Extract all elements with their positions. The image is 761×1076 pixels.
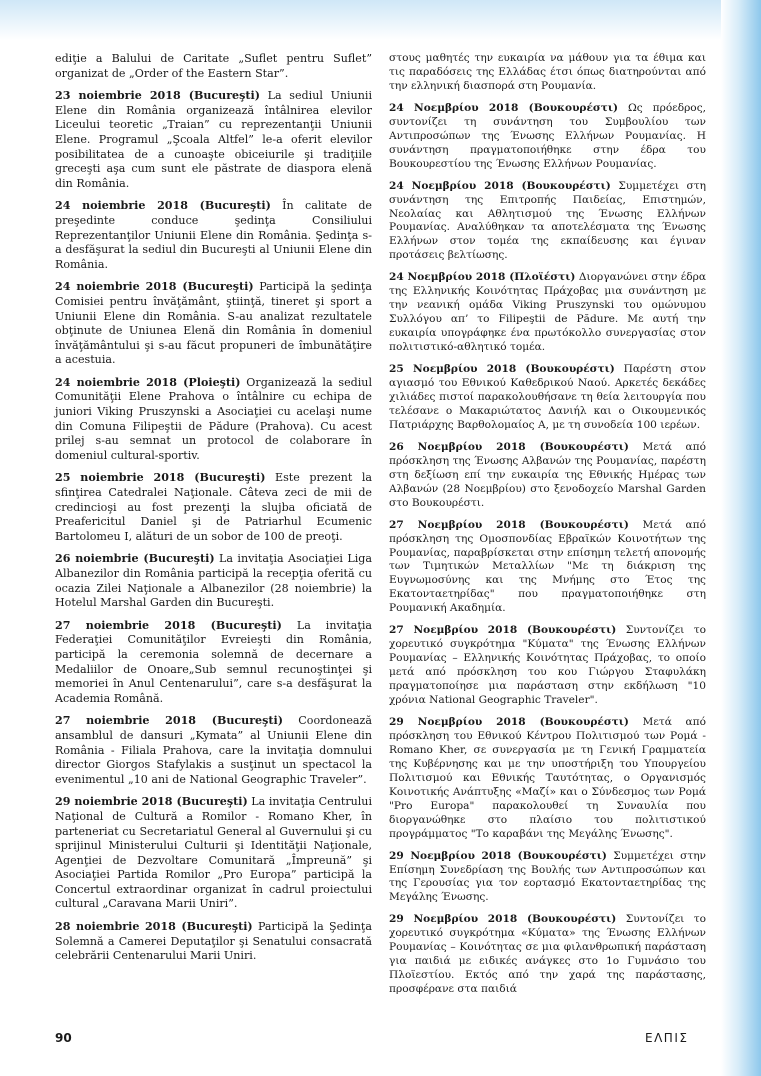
- entry: [389, 913, 706, 997]
- entry-text: Participă la şedinţa Comisiei pentru învăţământ, ştiinţă, tineret şi sport a Uniunii Elene din România. S-au analizat rezultatele obţinute de Uniunea Elenă din România în domeniul învăţământului şi s-au făcut propuneri de îmbunătăţire a acestuia.: [55, 280, 373, 367]
- entry: [389, 180, 706, 264]
- entry: [389, 441, 706, 511]
- entry-date: 29 Νοεμβρίου 2018 (Βουκουρέστι): [389, 849, 607, 862]
- entry: [55, 920, 372, 964]
- entry-text: Παρέστη στον αγιασμό του Εθνικού Καθεδρικού Ναού. Αρκετές δεκάδες χιλιάδες πιστοί παρακολουθήσανε τη θεία λειτουργία που τελέσανε ο Μακαριώτατος Δανιήλ και ο Οικουμενικός Πατριάρχης Βαρθολομαίος Α, με τη συνοδεία 100 ιερέων.: [389, 363, 706, 431]
- entry-text: Ως πρόεδρος, συντονίζει τη συνάντηση του Συμβουλίου των Αντιπροσώπων της Ένωσης Ελλήνων Ρουμανίας. Η συνάντηση πραγματοποιήθηκε στην έδρα του Βουκουρεστίου της Ένωσης Ελλήνων Ρουμανίας.: [389, 101, 706, 170]
- entry-date: 26 Νοεμβρίου 2018 (Βουκουρέστι): [389, 440, 629, 453]
- entry-text: ediţie a Balului de Caritate „Suflet pentru Suflet” organizat de „Order of the Eastern Star”.: [55, 52, 372, 80]
- entry-date: 27 noiembrie 2018 (Bucureşti): [55, 714, 283, 728]
- entry-date: 27 Νοεμβρίου 2018 (Βουκουρέστι): [389, 518, 629, 531]
- entry-text: Μετά από πρόσκληση του Εθνικού Κέντρου Πολιτισμού των Ρομά - Romano Kher, σε συνεργασία με τη Γενική Γραμματεία της Κυβέρνησης και με την υποστήριξη του Υπουργείου Πολιτισμού και Εθνικής Ταυτότητας, ο Οργανισμός Κοινοτικής Ανάπτυξης «Μαζί» και ο Σύνδεσμος των Ρομά "Pro Europa" παρακολουθεί τη Συναυλία που διοργανώθηκε στο πλαίσιο του πολιτιστικού προγράμματος "Το καραβάνι της Μεγάλης Ένωσης".: [389, 715, 706, 840]
- entry-text: Συντονίζει το χορευτικό συγκρότημα "Κύματα" της Ένωσης Ελλήνων Ρουμανίας – Ελληνικής Κοινότητας Πράχοβας, το οποίο μετά από πρόσκληση του κου Γιώργου Σταφυλάκη πραγματοποίησε μια παράσταση στην εκδήλωση "10 χρόνια National Geographic Traveler".: [389, 624, 706, 707]
- entry: [55, 376, 372, 464]
- entry-text: La invitaţia Federaţiei Comunităţilor Evreieşti din România, participă la ceremonia solemnă de decernare a Medaliilor de Onoare„Sub semnul recunoştinţei şi memoriei în Anul Centenarului”, care s-a desfăşurat la Academia Română.: [55, 618, 372, 705]
- entry-date: 24 noiembrie 2018 (Ploieşti): [55, 375, 241, 389]
- page-number: 90: [55, 1031, 72, 1045]
- entry-text: Participă la Şedinţa Solemnă a Camerei Deputaţilor şi Senatului consacrată celebrării Centenarului Marii Uniri.: [55, 920, 373, 963]
- entry-date: 24 Νοεμβρίου 2018 (Βουκουρέστι): [389, 179, 611, 192]
- publication-title: ΕΛΠΙΣ: [645, 1031, 689, 1045]
- entry: [389, 102, 706, 172]
- entry: [55, 280, 372, 368]
- entry: [389, 624, 706, 708]
- entry-date: 26 noiembrie (Bucureşti): [55, 552, 215, 566]
- entry-text: Συντονίζει το χορευτικό συγκρότημα «Κύματα» της Ένωσης Ελλήνων Ρουμανίας – Κοινότητας σε μια φιλανθρωπική παράσταση για παιδιά με ειδικές ανάγκες στο 1ο Γυμνάσιο του Πλοϊεστίου. Εκτός από την χαρά της παράστασης, προσφέρανε στα παιδιά: [389, 913, 706, 996]
- entry: [55, 52, 372, 81]
- entry-date: 27 noiembrie 2018 (Bucureşti): [55, 618, 282, 632]
- entry-date: 24 Νοεμβρίου 2018 (Πλοϊέστι): [389, 271, 576, 284]
- entry-text: Συμμετέχει στη συνάντηση της Επιτροπής Παιδείας, Επιστημών, Νεολαίας και Αθλητισμού της Ένωσης Ελλήνων Ρουμανίας. Αναλύθηκαν τα αποτελέσματα της Ένωσης Ελλήνων στον τομέα της εκπαίδευσης και έγιναν προτάσεις βελτίωσης.: [389, 179, 706, 262]
- entry-date: 25 Νοεμβρίου 2018 (Βουκουρέστι): [389, 363, 615, 376]
- entry-text: Μετά από πρόσκληση της Ομοσπονδίας Εβραϊκών Κοινοτήτων της Ρουμανίας, παραβρίσκεται στην επίσημη τελετή απονομής των Τιμητικών Μεταλλίων "Με τη διάκριση της Ευγνωμοσύνης και της Μνήμης στο Έτος της Εκατονταετηρίδας" που πραγματοποιήθηκε στη Ρουμανική Ακαδημία.: [389, 518, 706, 615]
- entry-text: Organizează la sediul Comunităţii Elene Prahova o întâlnire cu echipa de juniori Viking Pruszynski a Asociaţiei cu acelaşi nume din Comuna Filipeştii de Pădure (Prahova). Cu acest prilej s-au semnat un protocol de colaborare în domeniul cultural-sportiv.: [55, 375, 372, 462]
- entry: [55, 471, 372, 544]
- entry-text: Coordonează ansamblul de dansuri „Kymata” al Uniunii Elene din România - Filiala Prahova, care la invitaţia domnului director Giorgos Stafylakis a susţinut un spectacol la evenimentul „10 ani de National Geographic Traveler”.: [55, 714, 372, 786]
- entry: [389, 850, 706, 906]
- entry-date: 25 noiembrie 2018 (Bucureşti): [55, 471, 266, 485]
- entry-text: La invitaţia Asociaţiei Liga Albanezilor din România participă la recepţia oferită cu ocazia Zilei Naţionale a Albanezilor (28 noiembrie) la Hotelul Marshal Garden din Bucureşti.: [55, 552, 372, 610]
- entry: [389, 52, 706, 94]
- entry-text: Μετά από πρόσκληση της Ένωσης Αλβανών της Ρουμανίας, παρέστη στη δεξίωση επί την ευκαιρία της Εθνικής Ημέρας των Αλβανών (28 Νοεμβρίου) στο ξενοδοχείο Marshal Garden στο Βουκουρέστι.: [389, 440, 706, 509]
- entry-date: 24 Νοεμβρίου 2018 (Βουκουρέστι): [389, 101, 618, 114]
- entry-date: 24 noiembrie 2018 (Bucureşti): [55, 280, 254, 294]
- entry-text: Διοργανώνει στην έδρα της Ελληνικής Κοινότητας Πράχοβας μια συνάντηση με την νεανική ομάδα Viking Pruszynski του ομώνυμου Συλλόγου απ’ το Filipeştii de Pădure. Με αυτή την ευκαιρία υπογράφηκε ένα πρωτόκολλο συνεργασίας στον πολιτιστικό-αθλητικό τομέα.: [389, 271, 706, 354]
- entry: [389, 716, 706, 842]
- entry-date: 27 Νοεμβρίου 2018 (Βουκουρέστι): [389, 624, 617, 637]
- entry: [55, 89, 372, 191]
- entry-date: 24 noiembrie 2018 (Bucureşti): [55, 199, 271, 213]
- page-edge-gradient: [721, 0, 761, 1076]
- entry-text: στους μαθητές την ευκαιρία να μάθουν για τα έθιμα και τις παραδόσεις της Ελλάδας έτσι όπως διατηρούνται από την ελληνική διασπορά στη Ρουμανία.: [389, 52, 706, 92]
- entry-text: În calitate de preşedinte conduce şedinţa Consiliului Reprezentanţilor Uniunii Elene din România. Şedinţa s-a desfăşurat la sediul din Bucureşti al Uniunii Elene din România.: [55, 199, 373, 271]
- entry-date: 29 Νοεμβρίου 2018 (Βουκουρέστι): [389, 715, 629, 728]
- entry-date: 29 noiembrie 2018 (Bucureşti): [55, 795, 248, 809]
- entry-date: 28 noiembrie 2018 (Bucureşti): [55, 920, 253, 934]
- entry-date: 23 noiembrie 2018 (Bucureşti): [55, 89, 260, 103]
- entry-date: 29 Νοεμβρίου 2018 (Βουκουρέστι): [389, 913, 617, 926]
- entry-text: Este prezent la sfinţirea Catedralei Naţionale. Câteva zeci de mii de credincioşi au fost prezenţi la slujba oficiată de Preafericitul Daniel şi de Patriarhul Ecumenic Bartolomeu I, alături de un sobor de 100 de preoţi.: [55, 471, 372, 543]
- entry: [389, 519, 706, 617]
- entry: [389, 271, 706, 355]
- entry: [55, 795, 372, 912]
- entry-text: La sediul Uniunii Elene din România organizează întâlnirea elevilor Liceului teoretic „Traian” cu reprezentanţii Uniunii Elene. Programul „Şcoala Altfel” le-a oferit elevilor posibilitatea de a cunoaşte obiceiurile şi tradiţiile greceşti aşa cum sunt ele păstrate de diaspora elenă din România.: [55, 89, 372, 190]
- entry: [55, 714, 372, 787]
- entry-text: La invitaţia Centrului Naţional de Cultură a Romilor - Romano Kher, în parteneriat cu Secretariatul General al Guvernului şi cu sprijinul Ministerului Culturii şi Identităţii Naţionale, Agenţiei de Dezvoltare Comunitară „Împreună” şi Asociaţiei Partida Romilor „Pro Europa” participă la Concertul extraordinar organizat în cadrul proiectului cultural „Caravana Marii Uniri”.: [55, 795, 373, 911]
- entry: [389, 363, 706, 433]
- left-column: [55, 52, 372, 972]
- entry: [55, 199, 372, 272]
- page-top-tint: [0, 0, 761, 40]
- entry: [55, 619, 372, 707]
- entry-text: Συμμετέχει στην Επίσημη Συνεδρίαση της Βουλής των Αντιπροσώπων και της Γερουσίας για τον εορτασμό Εκατονταετηρίδας της Μεγάλης Ένωσης.: [389, 849, 706, 904]
- entry: [55, 552, 372, 610]
- right-column: [389, 52, 706, 1005]
